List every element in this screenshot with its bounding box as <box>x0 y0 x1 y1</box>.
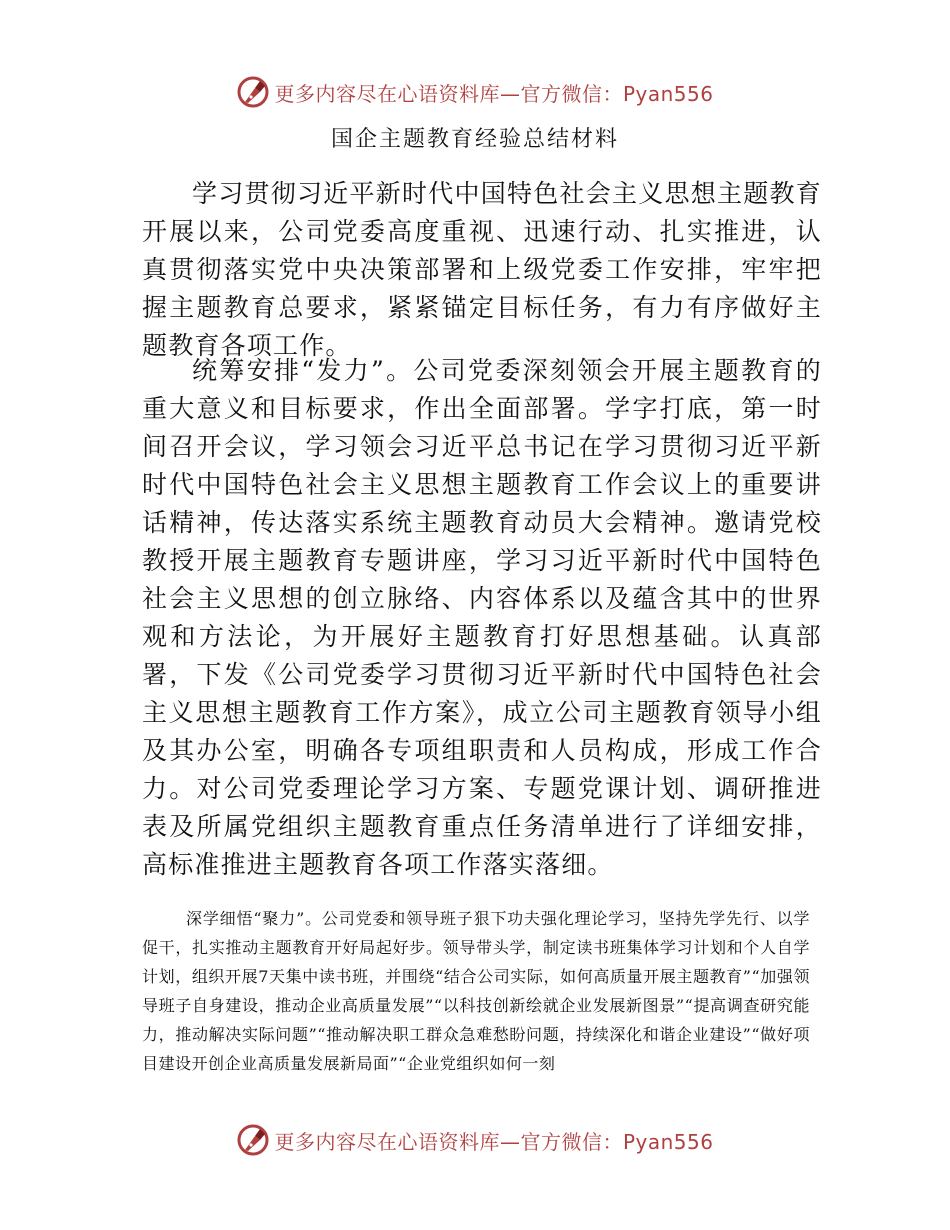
header-banner <box>0 72 950 112</box>
banner-text: 更多内容尽在心语资料库—官方微信：Pyan556 <box>274 1129 714 1154</box>
footer-banner <box>0 1120 950 1160</box>
paragraph-study: 深学细悟“聚力”。公司党委和领导班子狠下功夫强化理论学习，坚持先学先行、以学促干，扎实推动主题教育开好局起好步。领导带头学，制定读书班集体学习计划和个人自学计划，组织开展7天集中读书班，并围绕“结合公司实际，如何高质量开展主题教育”“加强领导班子自身建设，推动企业高质量发展”“以科技创新绘就企业发展新图景”“提高调查研究能力，推动解决实际问题”“推动解决职工群众急难愁盼问题，持续深化和谐企业建设”“做好项目建设开创企业高质量发展新局面”“企业党组织如何一刻 <box>142 909 810 1073</box>
pen-nib-circle-icon <box>236 75 270 109</box>
paragraph-planning: 统筹安排“发力”。公司党委深刻领会开展主题教育的重大意义和目标要求，作出全面部署。学字打底，第一时间召开会议，学习领会习近平总书记在学习贯彻习近平新时代中国特色社会主义思想主题教育工作会议上的重要讲话精神，传达落实系统主题教育动员大会精神。邀请党校教授开展主题教育专题讲座，学习习近平新时代中国特色社会主义思想的创立脉络、内容体系以及蕴含其中的世界观和方法论，为开展好主题教育打好思想基础。认真部署，下发《公司党委学习贯彻习近平新时代中国特色社会主义思想主题教育工作方案》，成立公司主题教育领导小组及其办公室，明确各专项组职责和人员构成，形成工作合力。对公司党委理论学习方案、专题党课计划、调研推进表及所属党组织主题教育重点任务清单进行了详细安排，高标准推进主题教育各项工作落实落细。 <box>142 356 822 879</box>
paragraph-intro: 学习贯彻习近平新时代中国特色社会主义思想主题教育开展以来，公司党委高度重视、迅速行动、扎实推进，认真贯彻落实党中央决策部署和上级党委工作安排，牢牢把握主题教育总要求，紧紧锚定目标任务，有力有序做好主题教育各项工作。 <box>142 179 822 360</box>
pen-nib-circle-icon <box>236 1123 270 1157</box>
document-title: 国企主题教育经验总结材料 <box>330 127 619 152</box>
banner-text: 更多内容尽在心语资料库—官方微信：Pyan556 <box>274 81 714 106</box>
